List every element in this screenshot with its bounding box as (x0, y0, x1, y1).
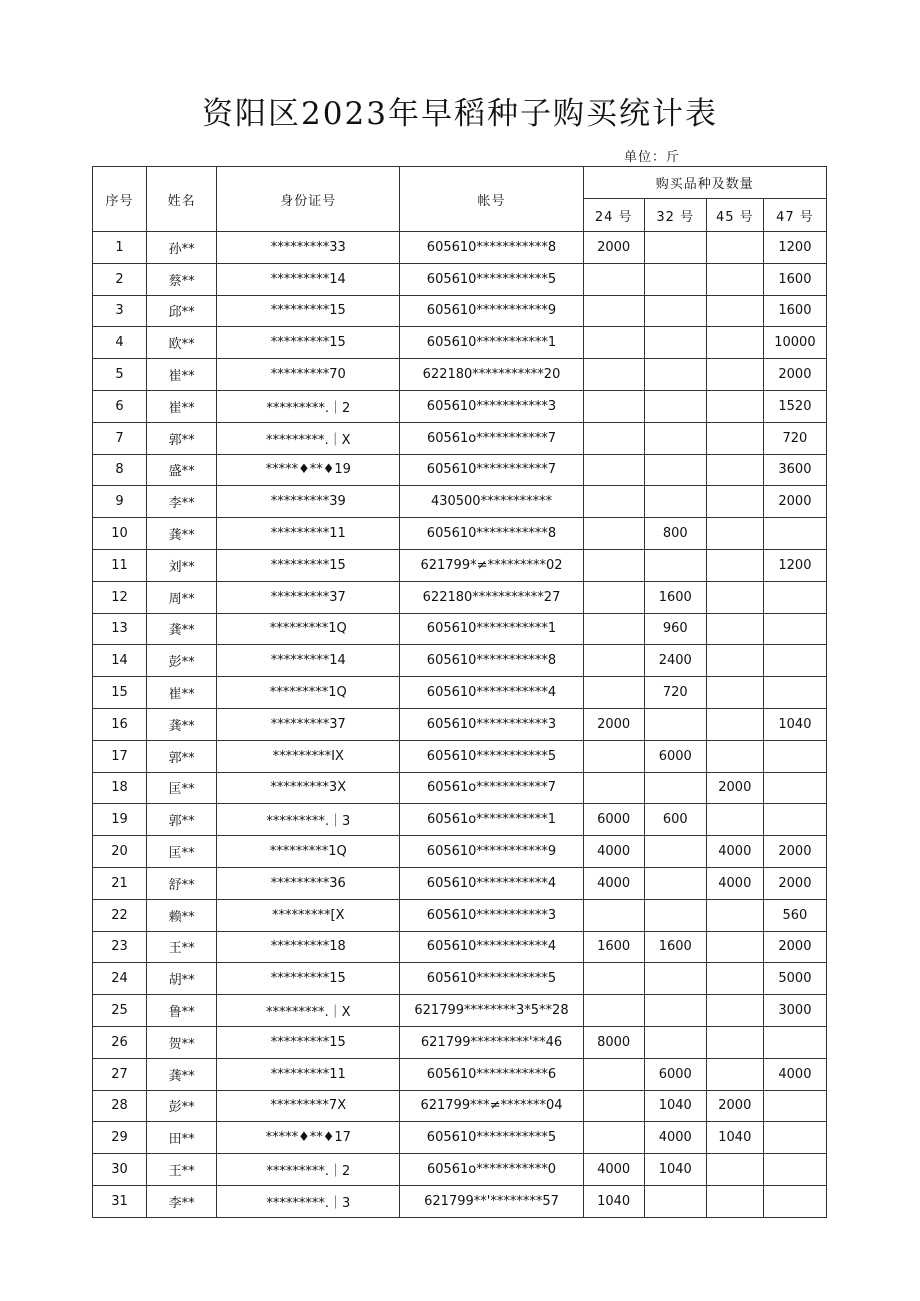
cell-v24 (583, 454, 644, 486)
cell-id: *********15 (217, 549, 400, 581)
cell-v47: 2000 (763, 931, 826, 963)
cell-v24 (583, 963, 644, 995)
cell-v24: 1040 (583, 1185, 644, 1217)
cell-name: 刘** (147, 549, 217, 581)
cell-v24 (583, 581, 644, 613)
cell-v32 (644, 1026, 706, 1058)
table-row (93, 295, 827, 327)
header-id: 身份证号 (217, 167, 400, 232)
cell-name: 匡** (147, 836, 217, 868)
cell-v47: 2000 (763, 867, 826, 899)
cell-account: 60561o***********7 (400, 772, 583, 804)
cell-v47 (763, 1154, 826, 1186)
cell-id: *********33 (217, 232, 400, 264)
cell-v47: 560 (763, 899, 826, 931)
cell-name: 盛** (147, 454, 217, 486)
cell-seq: 22 (93, 899, 147, 931)
cell-account: 605610***********1 (400, 613, 583, 645)
cell-seq: 8 (93, 454, 147, 486)
unit-label: 单位：斤 (624, 150, 681, 165)
cell-seq: 2 (93, 263, 147, 295)
cell-account: 605610***********8 (400, 232, 583, 264)
cell-seq: 10 (93, 518, 147, 550)
table-row (93, 645, 827, 677)
cell-v47: 1040 (763, 708, 826, 740)
cell-v32: 1040 (644, 1090, 706, 1122)
cell-v45 (706, 263, 763, 295)
table-row (93, 1185, 827, 1217)
header-v45: 45 号 (706, 199, 763, 232)
cell-id: *****♦**♦19 (217, 454, 400, 486)
cell-v24: 2000 (583, 232, 644, 264)
cell-v32 (644, 390, 706, 422)
cell-seq: 12 (93, 581, 147, 613)
cell-seq: 21 (93, 867, 147, 899)
cell-v24 (583, 263, 644, 295)
cell-v45 (706, 295, 763, 327)
table-row (93, 1058, 827, 1090)
cell-v24 (583, 772, 644, 804)
cell-v47: 1600 (763, 295, 826, 327)
cell-account: 60561o***********0 (400, 1154, 583, 1186)
table-row (93, 422, 827, 454)
table-row (93, 1026, 827, 1058)
cell-name: 匡** (147, 772, 217, 804)
table-row (93, 454, 827, 486)
cell-v24 (583, 1122, 644, 1154)
cell-v24: 2000 (583, 708, 644, 740)
cell-account: 621799*********'**46 (400, 1026, 583, 1058)
cell-v47 (763, 613, 826, 645)
cell-account: 621799**'********57 (400, 1185, 583, 1217)
cell-v24 (583, 740, 644, 772)
cell-v32 (644, 963, 706, 995)
cell-v24 (583, 995, 644, 1027)
cell-id: *********.｜X (217, 995, 400, 1027)
cell-seq: 25 (93, 995, 147, 1027)
cell-v45 (706, 422, 763, 454)
cell-id: *********39 (217, 486, 400, 518)
cell-id: *********1Q (217, 613, 400, 645)
cell-v47: 2000 (763, 836, 826, 868)
cell-id: *********IX (217, 740, 400, 772)
cell-id: *********.｜2 (217, 390, 400, 422)
cell-v24 (583, 1058, 644, 1090)
table-row (93, 1090, 827, 1122)
cell-v32 (644, 232, 706, 264)
cell-seq: 15 (93, 677, 147, 709)
page-title: 资阳区2023年早稻种子购买统计表 (202, 96, 718, 132)
cell-id: *********37 (217, 581, 400, 613)
cell-v47 (763, 1026, 826, 1058)
cell-v47 (763, 518, 826, 550)
cell-name: 李** (147, 486, 217, 518)
cell-name: 龚** (147, 1058, 217, 1090)
cell-v47 (763, 645, 826, 677)
cell-account: 605610***********9 (400, 836, 583, 868)
table-row (93, 518, 827, 550)
cell-name: 龚** (147, 518, 217, 550)
cell-v32 (644, 422, 706, 454)
cell-v45 (706, 708, 763, 740)
header-name: 姓名 (147, 167, 217, 232)
cell-v47 (763, 1090, 826, 1122)
cell-account: 605610***********5 (400, 740, 583, 772)
cell-account: 605610***********3 (400, 899, 583, 931)
cell-v32: 4000 (644, 1122, 706, 1154)
cell-seq: 4 (93, 327, 147, 359)
cell-id: *********37 (217, 708, 400, 740)
cell-id: *********3X (217, 772, 400, 804)
cell-v24 (583, 549, 644, 581)
cell-name: 李** (147, 1185, 217, 1217)
table-row (93, 995, 827, 1027)
cell-id: *********36 (217, 867, 400, 899)
cell-v24 (583, 295, 644, 327)
cell-v45 (706, 740, 763, 772)
cell-v45 (706, 454, 763, 486)
header-v47: 47 号 (763, 199, 826, 232)
cell-account: 60561o***********1 (400, 804, 583, 836)
cell-seq: 7 (93, 422, 147, 454)
cell-account: 605610***********6 (400, 1058, 583, 1090)
cell-id: *********11 (217, 518, 400, 550)
cell-v45: 4000 (706, 836, 763, 868)
cell-v45 (706, 677, 763, 709)
cell-account: 605610***********8 (400, 518, 583, 550)
cell-v45 (706, 518, 763, 550)
cell-v45 (706, 1058, 763, 1090)
cell-account: 621799*≠*********02 (400, 549, 583, 581)
cell-v32: 960 (644, 613, 706, 645)
cell-v45: 1040 (706, 1122, 763, 1154)
cell-v45 (706, 995, 763, 1027)
cell-account: 605610***********4 (400, 931, 583, 963)
cell-seq: 13 (93, 613, 147, 645)
cell-seq: 26 (93, 1026, 147, 1058)
table-row (93, 708, 827, 740)
cell-v24 (583, 677, 644, 709)
table-row (93, 899, 827, 931)
cell-account: 621799***≠*******04 (400, 1090, 583, 1122)
cell-name: 彭** (147, 645, 217, 677)
cell-name: 周** (147, 581, 217, 613)
cell-account: 605610***********4 (400, 677, 583, 709)
cell-account: 605610***********5 (400, 1122, 583, 1154)
table-row (93, 390, 827, 422)
cell-v45 (706, 486, 763, 518)
cell-v32 (644, 1185, 706, 1217)
cell-v45 (706, 804, 763, 836)
cell-v45 (706, 613, 763, 645)
cell-v47 (763, 1185, 826, 1217)
cell-v47: 10000 (763, 327, 826, 359)
cell-v24 (583, 518, 644, 550)
cell-v47: 5000 (763, 963, 826, 995)
table-row (93, 359, 827, 391)
cell-v45 (706, 1026, 763, 1058)
cell-name: 赖** (147, 899, 217, 931)
cell-id: *****♦**♦17 (217, 1122, 400, 1154)
cell-v32 (644, 867, 706, 899)
cell-v32: 1600 (644, 931, 706, 963)
cell-v24 (583, 422, 644, 454)
cell-v47 (763, 1122, 826, 1154)
table-row (93, 327, 827, 359)
cell-v45: 4000 (706, 867, 763, 899)
cell-v32 (644, 263, 706, 295)
table-row (93, 232, 827, 264)
cell-v47 (763, 740, 826, 772)
cell-seq: 11 (93, 549, 147, 581)
table-row (93, 963, 827, 995)
table-row (93, 772, 827, 804)
cell-v32: 800 (644, 518, 706, 550)
cell-v45 (706, 390, 763, 422)
cell-v24: 8000 (583, 1026, 644, 1058)
cell-account: 605610***********5 (400, 263, 583, 295)
cell-v24 (583, 327, 644, 359)
cell-v32: 6000 (644, 740, 706, 772)
cell-v32 (644, 708, 706, 740)
cell-account: 622180***********20 (400, 359, 583, 391)
cell-name: 龚** (147, 613, 217, 645)
cell-seq: 5 (93, 359, 147, 391)
table-row (93, 836, 827, 868)
cell-id: *********18 (217, 931, 400, 963)
cell-v47: 2000 (763, 359, 826, 391)
cell-seq: 24 (93, 963, 147, 995)
cell-account: 605610***********1 (400, 327, 583, 359)
cell-seq: 1 (93, 232, 147, 264)
cell-name: 郭** (147, 740, 217, 772)
cell-name: 胡** (147, 963, 217, 995)
cell-v32 (644, 995, 706, 1027)
cell-name: 彭** (147, 1090, 217, 1122)
cell-seq: 18 (93, 772, 147, 804)
cell-v47 (763, 772, 826, 804)
cell-id: *********1Q (217, 677, 400, 709)
table-row (93, 263, 827, 295)
cell-v45 (706, 1154, 763, 1186)
cell-name: 贺** (147, 1026, 217, 1058)
cell-v32: 720 (644, 677, 706, 709)
cell-v32: 6000 (644, 1058, 706, 1090)
cell-v32 (644, 772, 706, 804)
cell-v24: 4000 (583, 867, 644, 899)
cell-v24 (583, 390, 644, 422)
cell-id: *********1Q (217, 836, 400, 868)
cell-name: 邱** (147, 295, 217, 327)
cell-name: 崔** (147, 359, 217, 391)
cell-v32: 1040 (644, 1154, 706, 1186)
cell-v45 (706, 899, 763, 931)
cell-account: 605610***********3 (400, 708, 583, 740)
cell-v45 (706, 581, 763, 613)
cell-v45 (706, 549, 763, 581)
cell-v24: 6000 (583, 804, 644, 836)
cell-name: 田** (147, 1122, 217, 1154)
cell-name: 郭** (147, 804, 217, 836)
table-row (93, 1154, 827, 1186)
cell-name: 欧** (147, 327, 217, 359)
cell-v24 (583, 1090, 644, 1122)
cell-v45 (706, 931, 763, 963)
cell-seq: 30 (93, 1154, 147, 1186)
cell-v45 (706, 645, 763, 677)
cell-v32: 600 (644, 804, 706, 836)
cell-seq: 20 (93, 836, 147, 868)
cell-v47: 1200 (763, 232, 826, 264)
cell-id: *********.｜2 (217, 1154, 400, 1186)
cell-id: *********15 (217, 963, 400, 995)
cell-v45: 2000 (706, 772, 763, 804)
table-row (93, 740, 827, 772)
cell-id: *********7X (217, 1090, 400, 1122)
cell-account: 605610***********3 (400, 390, 583, 422)
cell-v47: 1520 (763, 390, 826, 422)
cell-v24 (583, 613, 644, 645)
cell-name: 鲁** (147, 995, 217, 1027)
table-row (93, 1122, 827, 1154)
cell-name: 王** (147, 931, 217, 963)
cell-v32 (644, 454, 706, 486)
cell-v47 (763, 804, 826, 836)
cell-seq: 27 (93, 1058, 147, 1090)
cell-account: 430500*********** (400, 486, 583, 518)
cell-seq: 16 (93, 708, 147, 740)
cell-account: 605610***********8 (400, 645, 583, 677)
cell-seq: 3 (93, 295, 147, 327)
cell-v24: 4000 (583, 836, 644, 868)
cell-account: 605610***********7 (400, 454, 583, 486)
cell-id: *********15 (217, 327, 400, 359)
cell-v32 (644, 359, 706, 391)
cell-seq: 29 (93, 1122, 147, 1154)
cell-name: 崔** (147, 677, 217, 709)
cell-v47: 3600 (763, 454, 826, 486)
cell-v45 (706, 1185, 763, 1217)
table-row (93, 867, 827, 899)
cell-account: 605610***********5 (400, 963, 583, 995)
cell-name: 王** (147, 1154, 217, 1186)
cell-v47: 3000 (763, 995, 826, 1027)
cell-name: 孙** (147, 232, 217, 264)
cell-seq: 6 (93, 390, 147, 422)
cell-v24: 4000 (583, 1154, 644, 1186)
table-row (93, 804, 827, 836)
cell-v24 (583, 359, 644, 391)
cell-v32 (644, 899, 706, 931)
cell-seq: 31 (93, 1185, 147, 1217)
cell-v32 (644, 486, 706, 518)
cell-id: *********15 (217, 295, 400, 327)
cell-v32 (644, 295, 706, 327)
cell-account: 621799********3*5**28 (400, 995, 583, 1027)
header-v32: 32 号 (644, 199, 706, 232)
cell-id: *********.｜X (217, 422, 400, 454)
header-account: 帐号 (400, 167, 583, 232)
cell-v45 (706, 359, 763, 391)
cell-seq: 19 (93, 804, 147, 836)
cell-v47: 1600 (763, 263, 826, 295)
cell-seq: 14 (93, 645, 147, 677)
cell-v47: 1200 (763, 549, 826, 581)
cell-name: 崔** (147, 390, 217, 422)
cell-v47: 720 (763, 422, 826, 454)
cell-v32 (644, 327, 706, 359)
table-row (93, 931, 827, 963)
cell-name: 舒** (147, 867, 217, 899)
cell-v45 (706, 963, 763, 995)
cell-seq: 23 (93, 931, 147, 963)
cell-v32 (644, 836, 706, 868)
cell-v32 (644, 549, 706, 581)
cell-id: *********15 (217, 1026, 400, 1058)
cell-account: 605610***********4 (400, 867, 583, 899)
cell-v45 (706, 327, 763, 359)
purchase-table (92, 166, 827, 1218)
table-row (93, 549, 827, 581)
cell-name: 龚** (147, 708, 217, 740)
cell-v47 (763, 581, 826, 613)
table-row (93, 486, 827, 518)
cell-seq: 28 (93, 1090, 147, 1122)
cell-id: *********14 (217, 645, 400, 677)
cell-v24 (583, 645, 644, 677)
cell-v24 (583, 899, 644, 931)
cell-v47 (763, 677, 826, 709)
cell-v24: 1600 (583, 931, 644, 963)
cell-account: 60561o***********7 (400, 422, 583, 454)
cell-name: 郭** (147, 422, 217, 454)
cell-id: *********[X (217, 899, 400, 931)
cell-v47: 4000 (763, 1058, 826, 1090)
cell-seq: 17 (93, 740, 147, 772)
cell-name: 蔡** (147, 263, 217, 295)
table-row (93, 677, 827, 709)
cell-v47: 2000 (763, 486, 826, 518)
cell-v45: 2000 (706, 1090, 763, 1122)
cell-v24 (583, 486, 644, 518)
header-seq: 序号 (93, 167, 147, 232)
cell-id: *********.｜3 (217, 1185, 400, 1217)
table-row (93, 581, 827, 613)
cell-account: 622180***********27 (400, 581, 583, 613)
table-row (93, 613, 827, 645)
header-purchase-group: 购买品种及数量 (583, 167, 826, 199)
cell-id: *********.｜3 (217, 804, 400, 836)
cell-id: *********11 (217, 1058, 400, 1090)
cell-v32: 2400 (644, 645, 706, 677)
table-body (93, 232, 827, 1218)
cell-id: *********70 (217, 359, 400, 391)
cell-id: *********14 (217, 263, 400, 295)
cell-account: 605610***********9 (400, 295, 583, 327)
header-v24: 24 号 (583, 199, 644, 232)
cell-seq: 9 (93, 486, 147, 518)
cell-v32: 1600 (644, 581, 706, 613)
cell-v45 (706, 232, 763, 264)
